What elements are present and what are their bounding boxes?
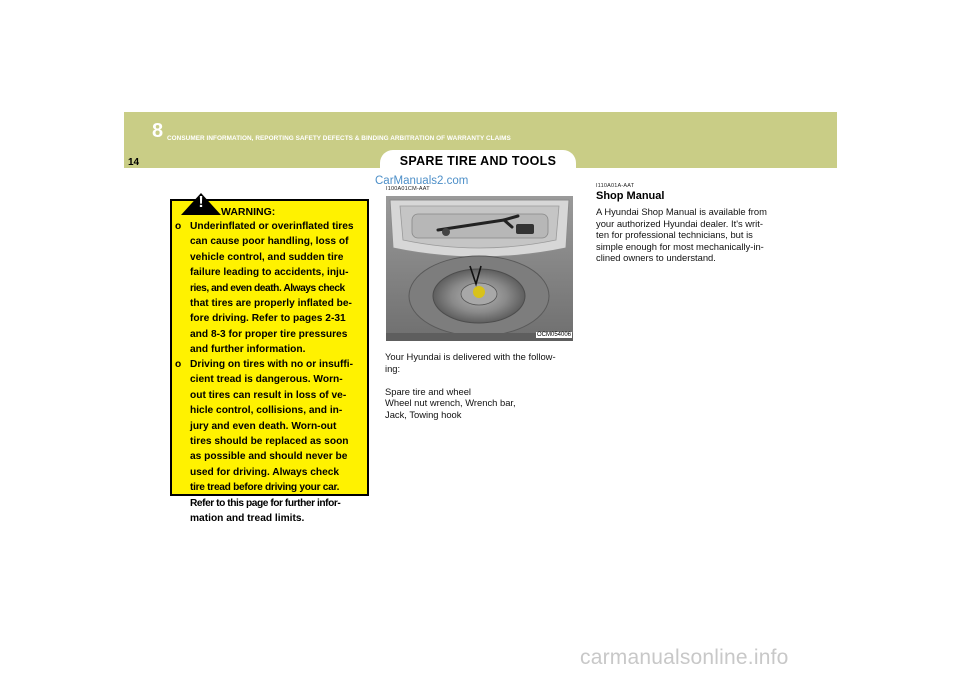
shop-manual-text-line: ten for professional technicians, but is (596, 229, 753, 240)
warning-line: tires should be replaced as soon (190, 436, 349, 448)
warning-bullet: o (175, 359, 182, 370)
warning-line: jury and even death. Worn-out (190, 420, 337, 432)
chapter-number: 8 (152, 120, 164, 142)
warning-line: tire tread before driving your car. (190, 482, 340, 494)
warning-line: out tires can result in loss of ve- (190, 389, 347, 401)
warning-line: as possible and should never be (190, 451, 348, 463)
spare-tire-text-line: Jack, Towing hook (385, 408, 462, 420)
warning-line: and 8-3 for proper tire pressures (190, 328, 348, 340)
shop-manual-text-line: A Hyundai Shop Manual is available from (596, 206, 767, 217)
photo-code: OCM054006 (537, 332, 572, 338)
warning-line: used for driving. Always check (190, 466, 340, 478)
warning-item-1 (175, 219, 365, 358)
warning-line: vehicle control, and sudden tire (190, 251, 344, 263)
warning-line: Refer to this page for further infor- (190, 497, 341, 509)
warning-heading: WARNING: (221, 206, 276, 218)
spare-tire-text-line: Spare tire and wheel (385, 385, 471, 397)
spare-tire-text-line (385, 374, 556, 386)
spare-tire-text-line: Wheel nut wrench, Wrench bar, (385, 397, 516, 408)
trunk-spare-tire-photo (386, 196, 573, 341)
warning-line: failure leading to accidents, inju- (190, 267, 349, 279)
warning-line: Driving on tires with no or insuffi- (190, 359, 353, 370)
spare-tire-text-line: Your Hyundai is delivered with the follow- (385, 351, 556, 362)
shop-manual-text-line: clined owners to understand. (596, 252, 716, 263)
spare-tire-code: I100A01CM-AAT (386, 186, 430, 192)
watermark-top[interactable]: CarManuals2.com (375, 175, 469, 187)
page-number: 14 (128, 157, 140, 168)
warning-line: ries, and even death. Always check (190, 282, 345, 294)
warning-line: cient tread is dangerous. Worn- (190, 374, 343, 386)
shop-manual-title: Shop Manual (596, 190, 665, 202)
warning-exclamation-mark: ! (198, 194, 204, 211)
shop-manual-text-line: your authorized Hyundai dealer. It's writ- (596, 217, 763, 229)
chapter-title: CONSUMER INFORMATION, REPORTING SAFETY DEFECTS & BINDING ARBITRATION OF WARRANTY CLAIMS (167, 135, 511, 142)
warning-line: mation and tread limits. (190, 513, 305, 525)
warning-bullet: o (175, 221, 182, 232)
warning-line: and further information. (190, 344, 306, 356)
warning-line: Underinflated or overinflated tires (190, 221, 354, 232)
spare-tire-text (385, 351, 556, 420)
spare-tire-text-line: ing: (385, 362, 401, 374)
warning-line: fore driving. Refer to pages 2-31 (190, 313, 346, 325)
section-title: SPARE TIRE AND TOOLS (399, 154, 557, 168)
warning-line: hicle control, collisions, and in- (190, 405, 343, 417)
shop-manual-text-line: simple enough for most mechanically-in- (596, 240, 764, 252)
warning-line: that tires are properly inflated be- (190, 298, 352, 310)
shop-manual-text (596, 206, 767, 264)
warning-line: can cause poor handling, loss of (190, 236, 349, 248)
watermark-bottom[interactable]: carmanualsonline.info (580, 646, 789, 669)
trunk-spare-tire-illustration (386, 196, 573, 341)
shop-manual-code: I110A01A-AAT (596, 183, 635, 189)
warning-item-2 (175, 357, 365, 526)
